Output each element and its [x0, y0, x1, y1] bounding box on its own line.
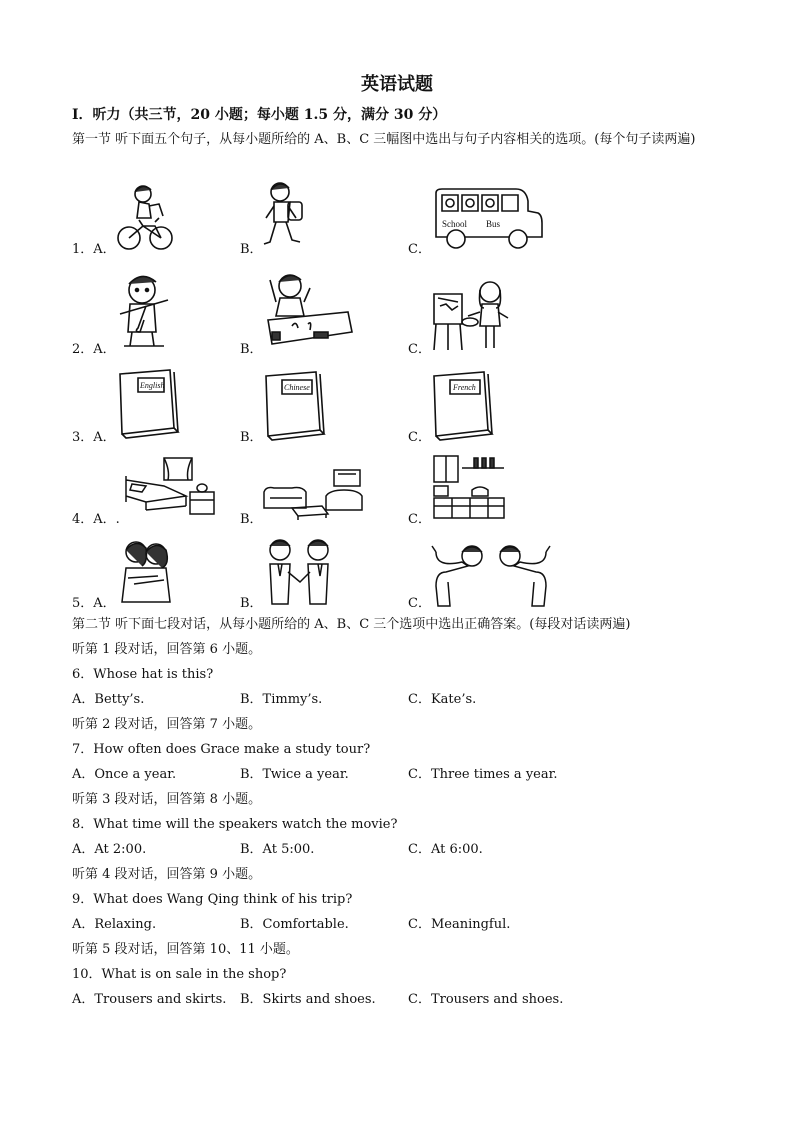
girl-painting-at-easel-image — [432, 278, 514, 352]
group3-intro: 听第 3 段对话，回答第 8 小题。 — [72, 792, 262, 807]
q5-label-b: B． — [240, 596, 263, 611]
book-title-english: English — [140, 381, 165, 390]
q7-option-b: B．Twice a year. — [240, 767, 349, 782]
section-heading: Ⅰ．听力（共三节，20 小题；每小题 1.5 分，满分 30 分） — [72, 107, 447, 123]
part2-instructions: 第二节 听下面七段对话，从每小题所给的 A、B、C 三个选项中选出正确答案。(每段对话读两遍) — [72, 617, 631, 632]
boy-walking-with-backpack-image — [262, 180, 310, 248]
question-7: 7．How often does Grace make a study tour? — [72, 742, 371, 757]
boy-playing-violin-image — [116, 270, 172, 350]
part1-instructions: 第一节 听下面五个句子，从每小题所给的 A、B、C 三幅图中选出与句子内容相关的选项。(每个句子读两遍) — [72, 132, 696, 147]
people-bowing-image — [428, 538, 554, 608]
q8-option-b: B．At 5:00. — [240, 842, 315, 857]
boy-on-bicycle-image — [115, 182, 175, 254]
q8-option-c: C．At 6:00. — [408, 842, 483, 857]
book-title-french: French — [453, 383, 476, 392]
people-hugging-image — [118, 538, 174, 608]
q6-option-c: C．Kate’s. — [408, 692, 477, 707]
q1-label-a: 1．A． — [72, 242, 116, 257]
group1-intro: 听第 1 段对话，回答第 6 小题。 — [72, 642, 262, 657]
english-book-image — [116, 370, 182, 440]
q3-label-b: B． — [240, 430, 263, 445]
q4-label-a: 4．A．. — [72, 512, 120, 527]
question-10: 10．What is on sale in the shop? — [72, 967, 287, 982]
q5-label-a: 5．A． — [72, 596, 116, 611]
q10-option-b: B．Skirts and shoes. — [240, 992, 376, 1007]
bus-text-bus: Bus — [486, 219, 501, 229]
q1-label-b: B． — [240, 242, 263, 257]
q2-label-a: 2．A． — [72, 342, 116, 357]
q9-option-a: A．Relaxing. — [72, 917, 157, 932]
bus-text-school: School — [442, 219, 468, 229]
q6-option-b: B．Timmy’s. — [240, 692, 323, 707]
q7-option-c: C．Three times a year. — [408, 767, 558, 782]
kitchen-image — [432, 454, 506, 520]
french-book-image — [430, 372, 496, 442]
group4-intro: 听第 4 段对话，回答第 9 小题。 — [72, 867, 262, 882]
q3-label-a: 3．A． — [72, 430, 116, 445]
q2-label-b: B． — [240, 342, 263, 357]
question-6: 6．Whose hat is this? — [72, 667, 214, 682]
book-title-chinese: Chinese — [284, 383, 310, 392]
question-8: 8．What time will the speakers watch the movie? — [72, 817, 398, 832]
living-room-image — [262, 468, 366, 520]
q6-option-a: A．Betty’s. — [72, 692, 145, 707]
boy-writing-calligraphy-image — [262, 270, 354, 350]
chinese-book-image — [262, 372, 328, 442]
q1-label-c: C． — [408, 242, 431, 257]
q9-option-c: C．Meaningful. — [408, 917, 511, 932]
q9-option-b: B．Comfortable. — [240, 917, 349, 932]
q5-label-c: C． — [408, 596, 431, 611]
q4-label-c: C． — [408, 512, 431, 527]
q4-label-b: B． — [240, 512, 263, 527]
q10-option-a: A．Trousers and skirts. — [72, 992, 227, 1007]
q2-label-c: C． — [408, 342, 431, 357]
q8-option-a: A．At 2:00. — [72, 842, 147, 857]
q10-option-c: C．Trousers and shoes. — [408, 992, 564, 1007]
school-bus-image — [432, 187, 544, 251]
q7-option-a: A．Once a year. — [72, 767, 177, 782]
page-title: 英语试题 — [361, 74, 433, 95]
q3-label-c: C． — [408, 430, 431, 445]
question-9: 9．What does Wang Qing think of his trip? — [72, 892, 353, 907]
group2-intro: 听第 2 段对话，回答第 7 小题。 — [72, 717, 262, 732]
bedroom-image — [124, 456, 218, 520]
group5-intro: 听第 5 段对话，回答第 10、11 小题。 — [72, 942, 299, 957]
people-shaking-hands-image — [264, 536, 334, 608]
